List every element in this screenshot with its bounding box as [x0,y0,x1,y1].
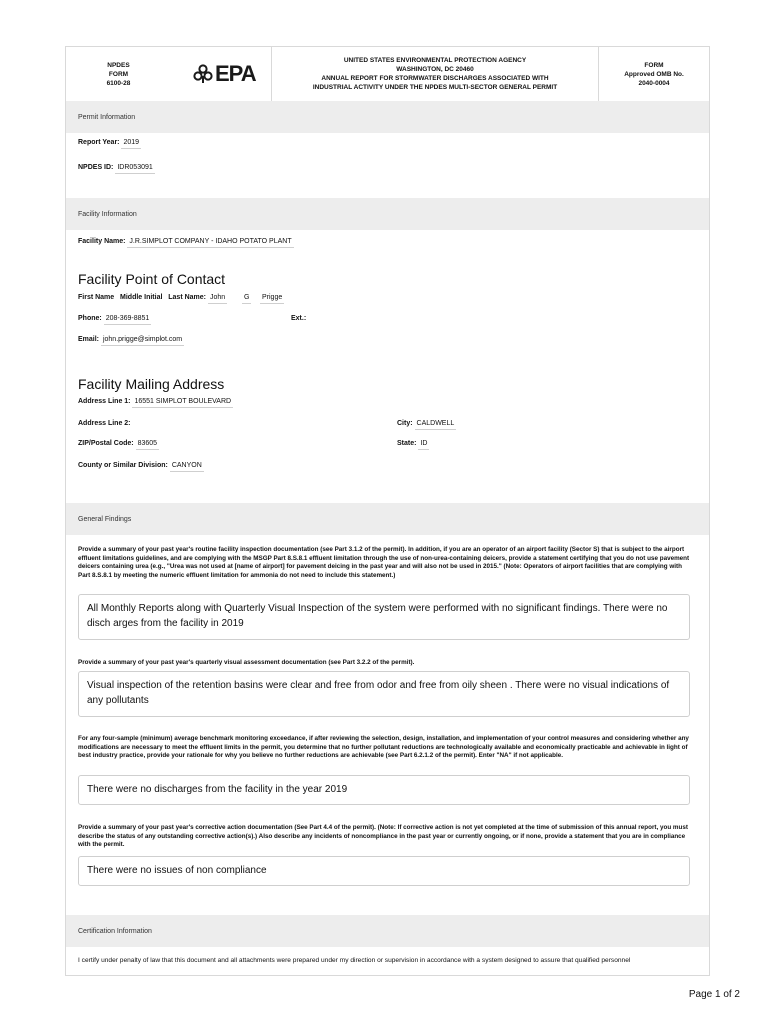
last-name-label: Last Name: [168,294,206,301]
phone-row [78,315,151,322]
answer-routine-inspection[interactable]: All Monthly Reports along with Quarterly Visual Inspection of the system were performed with no significant findings. There were no disch arges from the facility in 2019 [78,594,690,640]
facility-name-value: J.R.SIMPLOT COMPANY - IDAHO POTATO PLANT [127,238,293,248]
page-number: Page 1 of 2 [688,989,740,1000]
form-number-left: NPDES FORM 6100-28 [106,61,131,87]
agency-title: UNITED STATES ENVIRONMENTAL PROTECTION AGENCY WASHINGTON, DC 20460 ANNUAL REPORT FOR STORMWATER DISCHARGES ASSOCIATED WITH INDUSTRIAL ACTIVITY UNDER THE NPDES MULTI-SECTOR GENERAL PERMIT [271,47,599,101]
county-row [78,462,204,469]
epa-logo-text: EPA [215,61,256,86]
zip-row [78,440,159,447]
email-row [78,336,184,343]
zip-label: ZIP/Postal Code: [78,440,134,447]
certification-text: I certify under penalty of law that this document and all attachments were prepared under my direction or supervision in accordance with a system designed to assure that qualified personnel [78,957,631,964]
city-value: CALDWELL [415,420,457,430]
question-benchmark-exceedance: For any four-sample (minimum) average benchmark monitoring exceedance, if after reviewing the selection, design, installation, and implementation of your control measures and considering whether any modifications are necessary to meet the effluent limits in the permit, you determine that no further pollutant reductions are technologically available and economically practicable and achievable in light of best industry practice, provide your rationale for why you believe no further reductions are achievable (see Part 6.2.1.2 of the permit). Enter "NA" if not applicable. [78,735,689,760]
middle-initial-value: G [242,294,251,304]
epa-logo [193,61,256,87]
address2-label: Address Line 2: [78,420,131,427]
middle-initial-value-wrap [242,294,251,301]
answer-visual-assessment[interactable]: Visual inspection of the retention basins were clear and free from odor and free from oily sheen . There were no visual indications of any pollutants [78,671,690,717]
answer-corrective-action[interactable]: There were no issues of non compliance [78,856,690,886]
state-label: State: [397,440,417,447]
last-name-value-wrap [260,294,284,301]
npdes-id-row [78,164,155,171]
address1-label: Address Line 1: [78,398,131,405]
address1-value: 16551 SIMPLOT BOULEVARD [132,398,233,408]
section-general-findings: General Findings [66,503,710,535]
question-routine-inspection: Provide a summary of your past year's routine facility inspection documentation (see Part 3.1.2 of the permit). In addition, if you are an operator of an airport facility (Sector S) that is subject to the airport effluent limitations guidelines, and are complying with the MSGP Part 8.S.8.1 effluent limitation through the use of non-urea-containing deicers, provide a statement certifying that you do not use pavement deicers containing urea (e.g., "Urea was not used at [name of airport] for pavement deicing in the past year and will also not be used in 2015." (Note: Operators of airport facilities that are complying with Part 8.S.8.1 by meeting the numeric effluent limitation for ammonia do not need to include this statement.) [78,546,690,579]
ext-label: Ext.: [291,315,307,322]
form-header [66,47,709,102]
city-row [397,420,456,427]
facility-name-label: Facility Name: [78,238,126,245]
first-name-value: John [208,294,227,304]
report-year-row [78,139,141,146]
state-row [397,440,429,447]
ext-row [291,315,306,322]
facility-name-row [78,238,294,245]
mailing-heading: Facility Mailing Address [78,376,225,392]
report-year-label: Report Year: [78,139,120,146]
form-approval: FORM Approved OMB No. 2040-0004 [624,61,684,87]
section-certification-information: Certification Information [66,915,710,947]
phone-label: Phone: [78,315,102,322]
first-name-label: First Name [78,294,115,301]
epa-flower-icon [193,64,213,84]
county-value: CANYON [170,462,204,472]
last-name-value: Prigge [260,294,284,304]
section-facility-information: Facility Information [66,198,710,230]
email-value: john.prigge@simplot.com [101,336,184,346]
contact-name-row [78,294,227,301]
email-label: Email: [78,336,100,343]
address2-row [78,420,131,427]
state-value: ID [418,440,429,450]
address1-row [78,398,233,405]
middle-initial-label: Middle Initial [120,294,163,301]
answer-benchmark-exceedance[interactable]: There were no discharges from the facility in the year 2019 [78,775,690,805]
report-year-value: 2019 [121,139,141,149]
form-page [65,46,710,976]
contact-heading: Facility Point of Contact [78,271,226,287]
phone-value: 208-369-8851 [104,315,152,325]
county-label: County or Similar Division: [78,462,168,469]
npdes-id-value: IDR053091 [115,164,154,174]
city-label: City: [397,420,413,427]
question-corrective-action: Provide a summary of your past year's corrective action documentation (See Part 4.4 of the permit). (Note: If corrective action is not yet completed at the time of submission of this annual report, you must describe the status of any outstanding corrective action(s).) Also describe any incidents of noncompliance in the past year or currently ongoing, or if none, provide a statement that you are in compliance with the permit. [78,824,688,849]
npdes-id-label: NPDES ID: [78,164,114,171]
section-permit-information: Permit Information [66,101,710,133]
zip-value: 83605 [136,440,159,450]
question-visual-assessment: Provide a summary of your past year's quarterly visual assessment documentation (see Part 3.2.2 of the permit). [78,659,415,666]
